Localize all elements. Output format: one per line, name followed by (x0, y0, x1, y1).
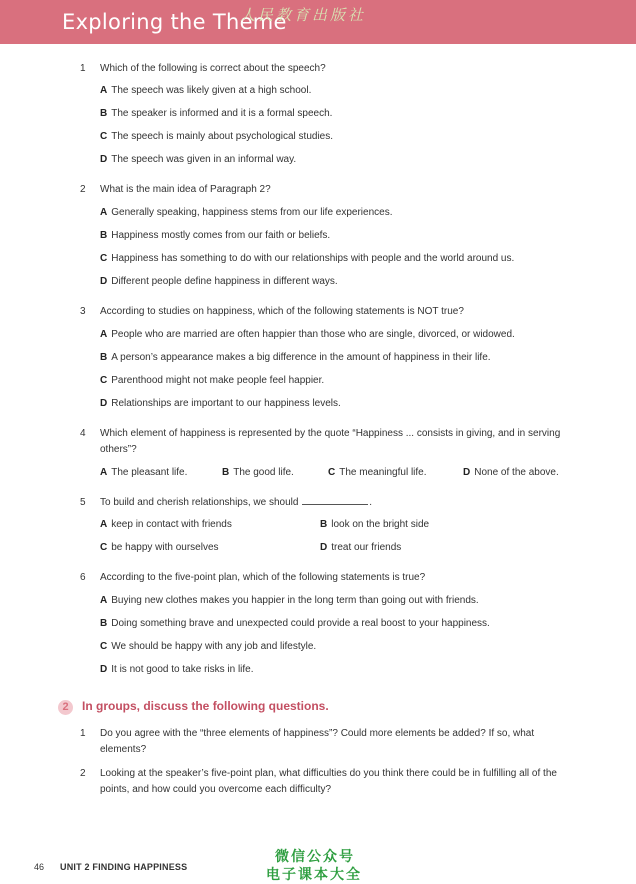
option-text: Buying new clothes makes you happier in the long term than going out with friends. (111, 595, 479, 606)
option-letter: D (463, 467, 471, 478)
option-letter: C (328, 467, 336, 478)
option-letter: B (320, 519, 328, 530)
question-number: 3 (80, 306, 86, 317)
question-text: Which of the following is correct about the speech? (100, 63, 326, 74)
option-letter: A (100, 595, 108, 606)
option-letter: A (100, 329, 108, 340)
question-text: According to studies on happiness, which of the following statements is NOT true? (100, 306, 464, 317)
option-text: The pleasant life. (111, 467, 188, 478)
option-letter: C (100, 253, 108, 264)
option-text: We should be happy with any job and lifestyle. (111, 641, 317, 652)
question-number: 1 (80, 63, 86, 74)
option-item (100, 663, 254, 677)
question-text: According to the five-point plan, which of the following statements is true? (100, 572, 426, 583)
question-number: 1 (80, 728, 86, 739)
option-text: be happy with ourselves (111, 542, 219, 553)
option-item (100, 617, 490, 631)
option-letter: D (100, 664, 108, 675)
option-text: Parenthood might not make people feel happier. (111, 375, 325, 386)
option-item (100, 275, 338, 289)
option-text: The speech was given in an informal way. (111, 154, 297, 165)
question-text: Which element of happiness is represented by the quote “Happiness ... consists in giving, and in serving others”? (100, 428, 561, 455)
question-number: 5 (80, 497, 86, 508)
option-text: None of the above. (474, 467, 559, 478)
option-letter: B (100, 618, 108, 629)
question-text-before: To build and cherish relationships, we should (100, 497, 299, 508)
option-text: Generally speaking, happiness stems from our life experiences. (111, 207, 393, 218)
option-item (100, 130, 333, 144)
option-item (100, 206, 392, 220)
unit-label: UNIT 2 FINDING HAPPINESS (60, 862, 188, 872)
option-letter: D (100, 398, 108, 409)
question-text: Looking at the speaker’s five-point plan, what difficulties do you think there could be in fulfilling all of the points, and how could you overcome each difficulty? (100, 768, 557, 795)
option-item (100, 594, 479, 608)
option-item (100, 84, 311, 98)
option-letter: D (320, 542, 328, 553)
option-letter: C (100, 641, 108, 652)
option-item (100, 640, 316, 654)
question-number: 6 (80, 572, 86, 583)
option-item (328, 466, 427, 480)
option-item (463, 466, 559, 480)
watermark-line-2: 电子课本大全 (266, 867, 362, 883)
option-item (100, 466, 187, 480)
option-text: It is not good to take risks in life. (111, 664, 254, 675)
option-text: The speech is mainly about psychological studies. (111, 131, 334, 142)
option-item (320, 541, 401, 555)
option-text: treat our friends (331, 542, 402, 553)
option-text: Relationships are important to our happiness levels. (111, 398, 341, 409)
option-text: The speech was likely given at a high school. (111, 85, 312, 96)
option-item (100, 229, 330, 243)
page-title: Exploring the Theme (62, 10, 287, 34)
option-letter: B (100, 352, 108, 363)
option-letter: C (100, 542, 108, 553)
option-text: The good life. (233, 467, 294, 478)
option-text: look on the bright side (331, 519, 430, 530)
option-letter: D (100, 276, 108, 287)
question-text (100, 495, 580, 511)
option-item (100, 541, 219, 555)
option-item (100, 252, 514, 266)
option-letter: C (100, 131, 108, 142)
option-letter: B (100, 230, 108, 241)
option-text: The speaker is informed and it is a formal speech. (111, 108, 333, 119)
option-letter: A (100, 85, 108, 96)
option-letter: B (100, 108, 108, 119)
option-text: Different people define happiness in different ways. (111, 276, 338, 287)
option-item (100, 351, 491, 365)
answer-blank[interactable] (302, 495, 368, 505)
question-number: 2 (80, 768, 86, 779)
option-text: keep in contact with friends (111, 519, 232, 530)
option-text: A person’s appearance makes a big difference in the amount of happiness in their life. (111, 352, 491, 363)
section-title: In groups, discuss the following questions. (82, 699, 329, 713)
publisher-mark: 人民教育出版社 (240, 6, 367, 24)
option-text: The meaningful life. (339, 467, 427, 478)
option-item (100, 518, 232, 532)
header-banner (0, 0, 636, 44)
option-letter: A (100, 207, 108, 218)
option-text: Happiness mostly comes from our faith or beliefs. (111, 230, 331, 241)
option-letter: D (100, 154, 108, 165)
option-text: Happiness has something to do with our relationships with people and the world around us. (111, 253, 515, 264)
option-item (222, 466, 294, 480)
option-item (320, 518, 429, 532)
option-letter: B (222, 467, 230, 478)
option-item (100, 328, 515, 342)
option-letter: A (100, 467, 108, 478)
option-letter: A (100, 519, 108, 530)
question-text: What is the main idea of Paragraph 2? (100, 184, 271, 195)
option-letter: C (100, 375, 108, 386)
option-item (100, 397, 341, 411)
page-number: 46 (34, 862, 45, 872)
question-number: 4 (80, 428, 86, 439)
section-number-badge: 2 (58, 700, 73, 715)
option-text: Doing something brave and unexpected could provide a real boost to your happiness. (111, 618, 490, 629)
question-text: Do you agree with the “three elements of happiness”? Could more elements be added? If so, what elements? (100, 728, 535, 755)
option-item (100, 374, 324, 388)
option-item (100, 107, 332, 121)
option-text: People who are married are often happier than those who are single, divorced, or widowed. (111, 329, 515, 340)
question-text-after: . (369, 497, 373, 508)
question-number: 2 (80, 184, 86, 195)
option-item (100, 153, 296, 167)
watermark-line-1: 微信公众号 (275, 849, 355, 865)
